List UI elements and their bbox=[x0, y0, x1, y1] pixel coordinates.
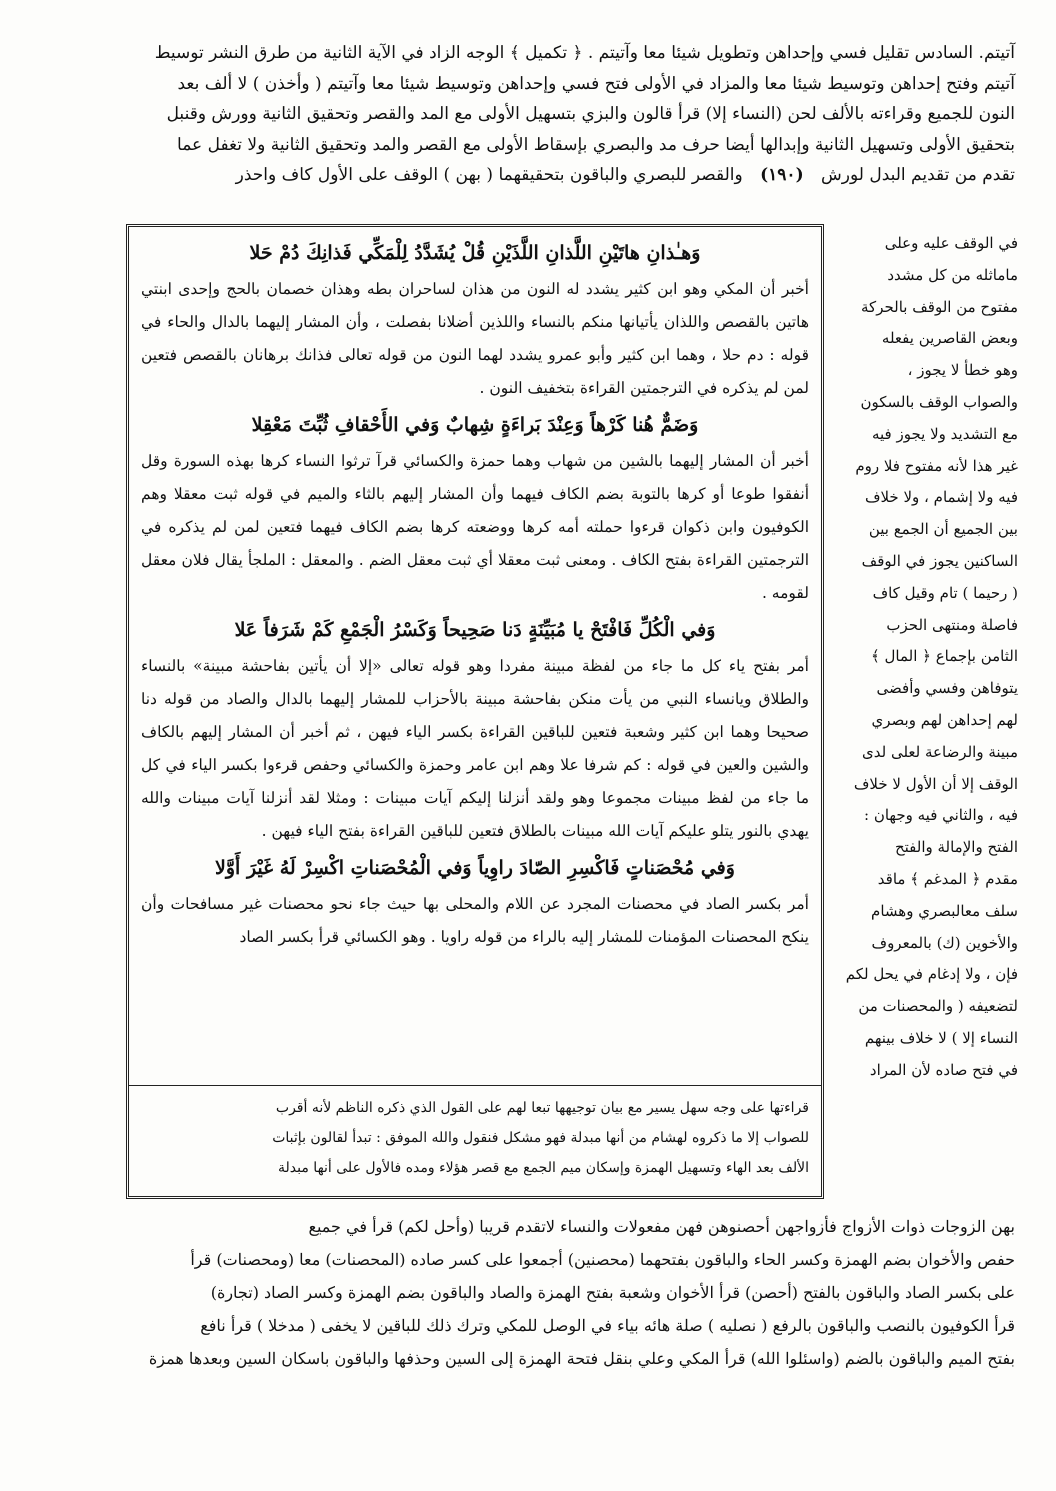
top-line: آتيتم وفتح إحداهن وتوسيط شيئا معا والمزاد في الأولى فتح فسي وإحداهن وتوسيط شيئا معا وآتيتم ( وأخذن ) لا ألف بعد bbox=[177, 73, 1015, 94]
side-margin-notes bbox=[836, 228, 1018, 1087]
verse-commentary: أمر بكسر الصاد في محصنات المجرد عن اللام والمحلى بها حيث جاء نحو محصنات غير مسافحات وأن ينكح المحصنات المؤمنات للمشار إليه بالراء من قوله راويا . وهو الكسائي قرأ بكسر الصاد bbox=[141, 895, 809, 946]
top-line-end: والقصر للبصري والباقون بتحقيقهما ( بهن ) الوقف على الأول كاف واحذر bbox=[235, 165, 743, 185]
bottom-line: على بكسر الصاد والباقون بالفتح (أحصن) قرأ الأخوان وشعبة بفتح الهمزة والصاد والباقون بضم الهمزة وكسر الصاد (تجارة) bbox=[210, 1283, 1015, 1302]
poem-verse: وَفي مُحْصَناتٍ فَاكْسِرِ الصّادَ راوِياً وَفي الْمُحْصَناتِ اكْسِرْ لَهُ غَيْرَ أَوَّلا bbox=[215, 857, 735, 879]
margin-line: مع التشديد ولا يجوز فيه bbox=[871, 424, 1018, 443]
margin-line: سلف معالبصري وهشام bbox=[871, 901, 1018, 920]
bottom-line: بهن الزوجات ذوات الأزواج فأزواجهن أحصنوهن فهن مفعولات والنساء لاتقدم قريبا (وأحل لكم) قرأ في جميع bbox=[308, 1217, 1015, 1236]
margin-line: لتضعيفه ( والمحصنات من bbox=[858, 997, 1018, 1016]
margin-line: الوقف إلا أن الأول لا خلاف bbox=[853, 774, 1018, 793]
margin-line: وهو خطأ لا يجوز ، bbox=[907, 361, 1018, 380]
margin-line: الفتح والإمالة والفتح bbox=[894, 838, 1018, 857]
top-commentary-block bbox=[40, 38, 1015, 191]
verse-commentary: أمر بفتح ياء كل ما جاء من لفظة مبينة مفردا وهو قوله تعالى «إلا أن يأتين بفاحشة مبينة» بالنساء والطلاق ويانساء النبي من يأت منكن بفاحشة مبينة بالأحزاب للمشار إليهما بالدال والصاد من قوله دنا صحيحا وهما ابن كثير وشعبة فتعين للباقين القراءة بكسر الياء فيهن ، ثم أخبر أن المشار إليهم بالكاف والشين والعين في قوله : كم شرفا علا وهم ابن عامر وحمزة والكسائي وحفص قرءوا بكسر الياء في كل ما جاء من لفظ مبينات مجموعا وهو ولقد أنزلنا إليكم آيات مبينات : ومثلا لقد أنزلنا آيات مبينات والله يهدي بالنور يتلو عليكم آيات الله مبينات بالطلاق فتعين للباقين القراءة بفتح الياء فيهن . bbox=[141, 657, 810, 840]
framed-main-text bbox=[126, 224, 824, 1199]
margin-line: فيه ، والثاني فيه وجهان : bbox=[864, 806, 1018, 825]
bottom-line: حفص والأخوان بضم الهمزة وكسر الحاء والباقون بفتحهما (محصنين) أجمعوا على كسر صاده (المحصنات) معا (ومحصنات) قرأ bbox=[190, 1250, 1015, 1269]
footnote-divider bbox=[129, 1085, 821, 1086]
poem-verse: وَهـٰذانِ هاتَيْنِ اللَّذانِ اللَّذَيْنِ قُلْ يُشَدَّدُ لِلْمَكِّي فَذانِكَ دُمْ حَلا bbox=[249, 242, 701, 264]
margin-line: ( رحيما ) تام وقيل كاف bbox=[872, 583, 1018, 602]
margin-line: لهم إحداهن لهم وبصري bbox=[871, 710, 1018, 729]
bottom-line: بفتح الميم والباقون بالضم (واسئلوا الله) قرأ المكي وعلي بنقل فتحة الهمزة إلى السين وحذفها والباقون باسكان السين وبعدها همزة bbox=[148, 1349, 1015, 1368]
margin-line: في الوقف عليه وعلى bbox=[884, 234, 1018, 252]
margin-line: فيه ولا إشمام ، ولا خلاف bbox=[864, 488, 1018, 507]
top-line-start: تقدم من تقديم البدل لورش bbox=[821, 165, 1015, 185]
bottom-line: قرأ الكوفيون بالنصب والباقون بالرفع ( نصليه ) صلة هائه بياء في الوصل للمكي وترك ذلك للباقين لا يخفى ( مدخلا ) قرأ نافع bbox=[200, 1316, 1015, 1335]
margin-line: النساء إلا ) لا خلاف بينهم bbox=[864, 1028, 1018, 1047]
margin-line: فاصلة ومنتهى الحزب bbox=[886, 615, 1018, 634]
margin-line: بين الجميع أن الجمع بين bbox=[868, 520, 1018, 539]
footnote-line: للصواب إلا ما ذكروه لهشام من أنها مبدلة فهو مشكل فنقول والله الموفق : تبدأ لقالون بإثبات bbox=[272, 1130, 809, 1146]
top-line: آتيتم. السادس تقليل فسي وإحداهن وتطويل شيئا معا وآتيتم . ﴿ تكميل ﴾ الوجه الزاد في الآية الثانية من طرق النشر توسيط bbox=[154, 43, 1015, 63]
margin-line: مقدم ﴿ المدغم ﴾ ماقد bbox=[877, 869, 1018, 888]
page-number: (١٩٠) bbox=[760, 165, 804, 185]
margin-line: ماماثله من كل مشدد bbox=[887, 265, 1018, 284]
top-line: النون للجميع وقراءته بالألف لحن (النساء إلا) قرأ قالون والبزي بتسهيل الأولى مع المد والقصر وتحقيق الثانية وورش وقنبل bbox=[166, 104, 1015, 124]
top-last-line bbox=[40, 160, 1015, 191]
poem-verse: وَفي الْكُلِّ فَافْتَحْ يا مُبَيِّنَةٍ دَنا صَحِيحاً وَكَسْرُ الْجَمْعِ كَمْ شَرَفاً عَلا bbox=[234, 619, 716, 641]
main-commentary bbox=[141, 233, 809, 954]
top-line: بتحقيق الأولى وتسهيل الثانية وإبدالها أيضا حرف مد والبصري بإسقاط الأولى مع القصر والمد وتحقيق الثانية ولا تغفل عما bbox=[177, 134, 1015, 155]
margin-line: والأخوين (ك) بالمعروف bbox=[871, 933, 1018, 952]
footnote-line: قراءتها على وجه سهل يسير مع بيان توجيهها تبعا لهم على القول الذي ذكره الناظم لأنه أقرب bbox=[275, 1100, 809, 1116]
margin-line: مبينة والرضاعة لعلى لدى bbox=[862, 742, 1018, 761]
margin-line: الساكنين يجوز في الوقف bbox=[861, 551, 1018, 570]
margin-line: في فتح صاده لأن المراد bbox=[869, 1060, 1018, 1079]
verse-commentary: أخبر أن المشار إليهما بالشين من شهاب وهما حمزة والكسائي قرآ ترثوا النساء كرها بهذه السورة وقل أنفقوا طوعا أو كرها بالتوبة بضم الكاف فيهما وأن المشار إليهم بالثاء والميم في قوله ثبت معقلا وهم الكوفيون وابن ذكوان قرءوا حملته أمه كرها ووضعته كرها بضم الكاف فيهما فتعين لمن لم يذكره في الترجمتين القراءة بفتح الكاف . ومعنى ثبت معقلا أي ثبت معقل الضم . والمعقل : الملجأ يقال فلان معقل لقومه . bbox=[141, 452, 809, 602]
margin-line: الثامن بإجماع ﴿ المال ﴾ bbox=[870, 647, 1018, 666]
bottom-commentary-block bbox=[40, 1210, 1015, 1375]
margin-line: يتوفاهن وفسي وأفضى bbox=[876, 679, 1018, 698]
margin-line: والصواب الوقف بالسكون bbox=[860, 392, 1018, 411]
margin-line: وبعض القاصرين يفعله bbox=[881, 329, 1018, 348]
margin-line: فإن ، ولا إدغام في يحل لكم bbox=[845, 965, 1018, 984]
footnote-line: الألف بعد الهاء وتسهيل الهمزة وإسكان ميم الجمع مع قصر هؤلاء ومده فالأول على أنها مبدلة bbox=[278, 1160, 809, 1176]
verse-commentary: أخبر أن المكي وهو ابن كثير يشدد له النون من هذان لساحران بطه وهذان خصمان بالحج وإحدى ابنتي هاتين بالقصص واللذان يأتيانها منكم بالنساء واللذين أضلانا بفصلت ، وأن المشار إليهما بالدال والحاء في قوله : دم حلا ، وهما ابن كثير وأبو عمرو يشدد لهما النون من قوله تعالى فذانك برهانان بالقصص فتعين لمن لم يذكره في الترجمتين القراءة بتخفيف النون . bbox=[141, 280, 809, 397]
margin-line: غير هذا لأنه مفتوح فلا روم bbox=[855, 456, 1018, 475]
footnote bbox=[141, 1093, 809, 1183]
margin-line: مفتوح من الوقف بالحركة bbox=[861, 297, 1018, 316]
poem-verse: وَضَمٌّ هُنا كَرْهاً وَعِنْدَ بَراءَةٍ شِهابٌ وَفي الأَحْقافِ ثُبِّتَ مَعْقِلا bbox=[251, 414, 699, 436]
